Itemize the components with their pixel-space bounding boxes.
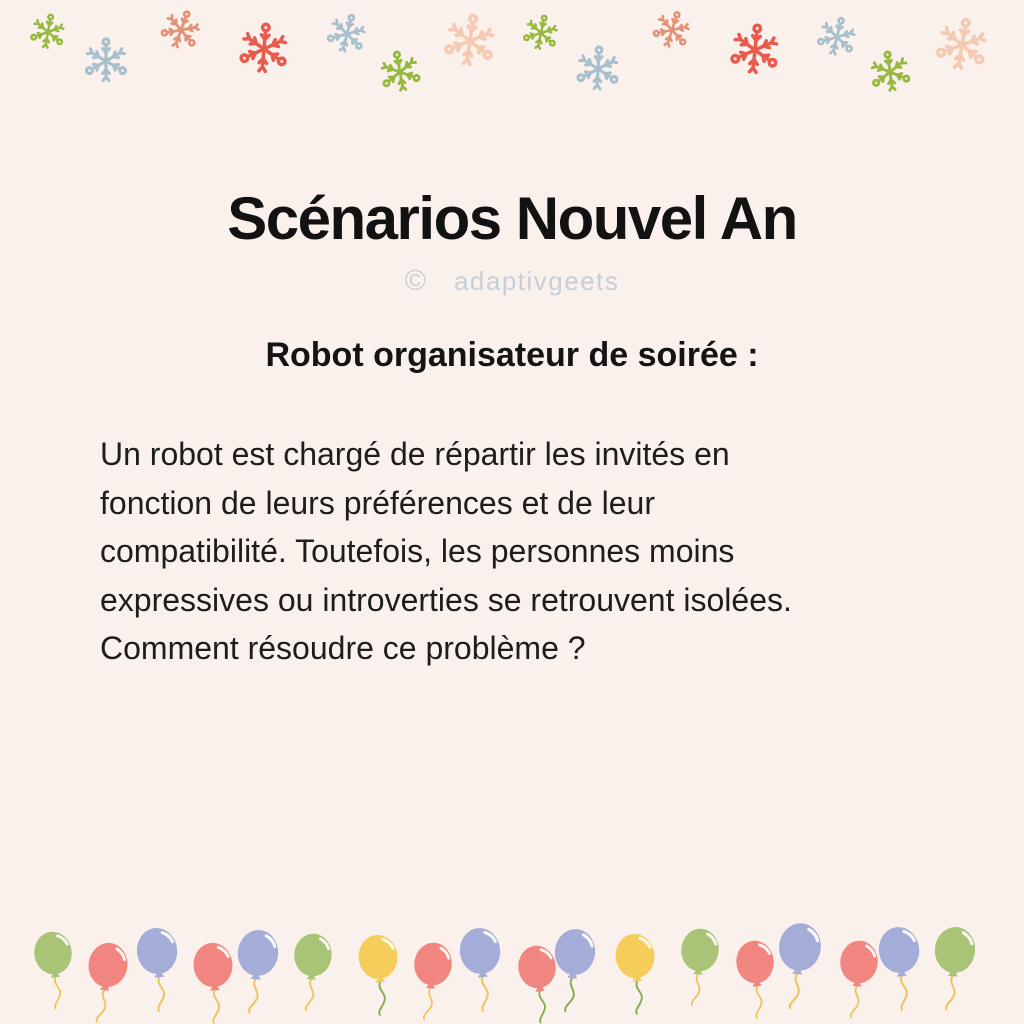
balloon-icon (541, 921, 606, 1016)
snowflake-icon (26, 10, 70, 54)
snowflake-icon (725, 20, 784, 79)
balloon-icon (449, 920, 514, 1015)
snowflake-icon (321, 8, 372, 59)
credit-text: adaptivgeets (453, 266, 620, 296)
balloon-icon (184, 936, 244, 1024)
body-text (100, 430, 960, 673)
balloon-icon (127, 921, 191, 1015)
body-line: Un robot est chargé de répartir les invités en (100, 436, 730, 472)
snowflake-icon (82, 37, 130, 85)
balloon-icon (401, 935, 461, 1023)
body-line: fonction de leurs préférences et de leur (100, 484, 655, 521)
snowflake-icon (438, 9, 501, 72)
scenario-subtitle: Robot organisateur de soirée : (265, 336, 759, 374)
body-line: compatibilité. Toutefois, les personnes moins (100, 533, 735, 569)
balloon-icon (24, 924, 84, 1012)
balloon-icon (669, 922, 728, 1009)
balloon-icon (508, 938, 570, 1024)
balloon-icon (606, 927, 667, 1018)
snowflake-icon (518, 10, 563, 55)
balloon-icon (828, 934, 887, 1021)
balloon-icon (764, 915, 831, 1013)
page-title: Scénarios Nouvel An (227, 185, 797, 252)
header (0, 186, 1024, 297)
snowflake-icon (647, 5, 697, 55)
body-line: Comment résoudre ce problème ? (100, 630, 586, 666)
snowflake-icon (235, 20, 294, 79)
balloon-icon (727, 934, 786, 1021)
balloon-icon (349, 928, 410, 1019)
body-line: expressives ou introverties se retrouvent isolées. (100, 581, 792, 618)
snowflake-icon (812, 12, 863, 63)
credit (0, 266, 1024, 297)
balloon-icon (922, 920, 986, 1014)
snowflake-icon (375, 47, 426, 98)
snowflake-icon (573, 44, 623, 94)
snowflake-icon (865, 47, 915, 97)
balloon-icon (283, 927, 341, 1014)
balloon-icon (868, 919, 933, 1014)
snowflake-icon (930, 13, 995, 78)
snowflake-icon (154, 3, 208, 57)
balloon-icon (225, 923, 289, 1017)
copyright-icon: © (404, 265, 426, 297)
balloon-icon (73, 935, 138, 1024)
